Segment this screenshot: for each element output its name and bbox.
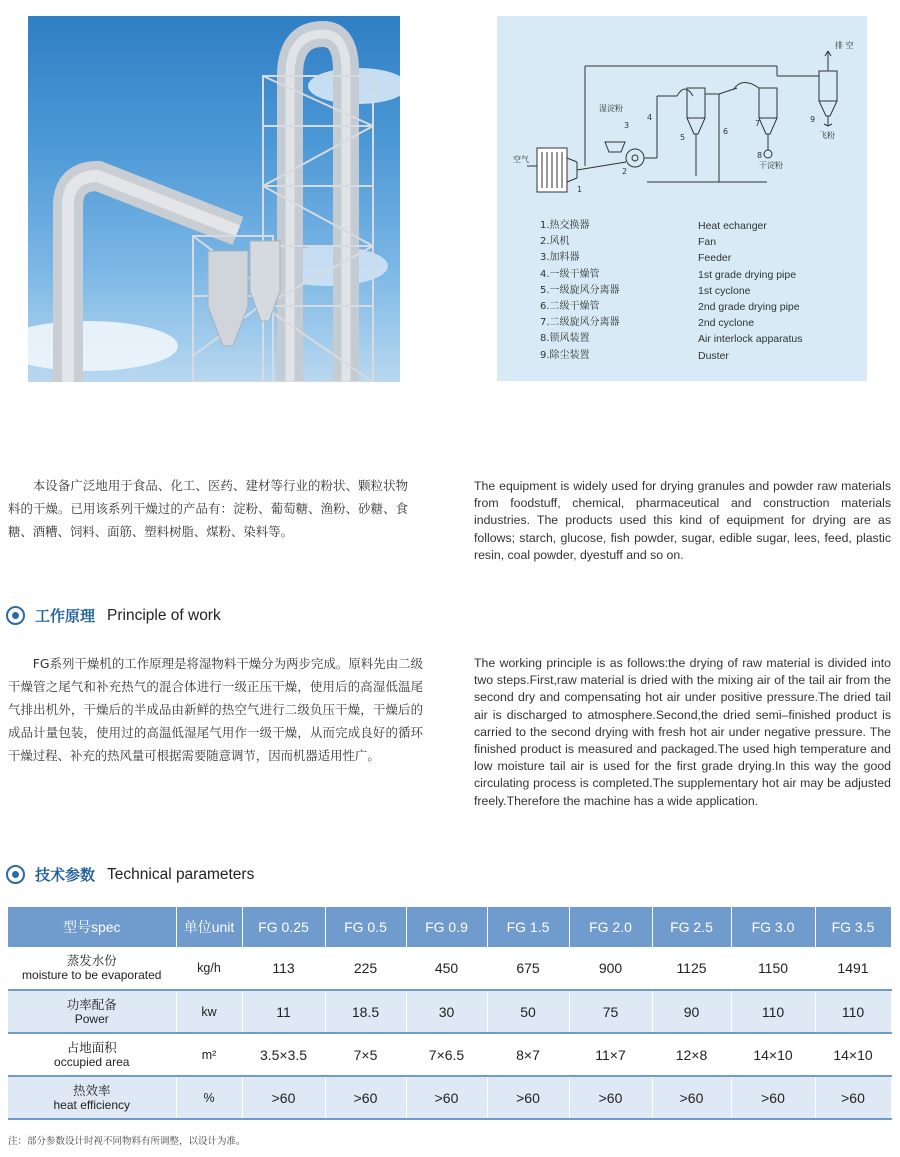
table-row <box>8 990 891 1033</box>
header-model: FG 1.5 <box>487 907 569 947</box>
label-n3: 3 <box>624 121 630 130</box>
params-title-en: Technical parameters <box>107 865 255 883</box>
params-heading <box>6 864 254 885</box>
label-fly-powder: 飞粉 <box>819 131 835 140</box>
table-cell: 675 <box>487 947 569 990</box>
label-air: 空气 <box>513 155 529 164</box>
section-bullet-icon <box>6 606 25 625</box>
label-n6: 6 <box>723 127 729 136</box>
principle-heading <box>6 605 221 626</box>
table-cell: 75 <box>569 990 652 1033</box>
legend-item: 6.二级干燥管 2nd grade drying pipe <box>540 301 800 314</box>
label-n9: 9 <box>810 115 816 124</box>
table-cell: 11 <box>242 990 325 1033</box>
legend-item: 1.热交换器 Heat echanger <box>540 220 767 232</box>
technical-parameters-table <box>8 907 892 1120</box>
table-cell: 450 <box>406 947 487 990</box>
legend-item: 9.除尘装置 Duster <box>540 349 729 362</box>
table-cell: >60 <box>569 1076 652 1119</box>
principle-text-cn: FG系列干燥机的工作原理是将湿物料干燥分为两步完成。原料先由二级干燥管之尾气和补充热气的混合体进行一级正压干燥，使用后的高湿低温尾气排出机外，干燥后的半成品由新鲜的热空气进行二级负压干燥，干燥后的成品计量包装，使用过的高温低湿尾气用作一级干燥，从而完成良好的循环干燥过程、补充的热风量可根据需要随意调节，因而机器适用性广。 <box>8 656 423 763</box>
table-cell: 1491 <box>815 947 891 990</box>
label-n4: 4 <box>647 113 653 122</box>
table-cell: 113 <box>242 947 325 990</box>
table-cell: >60 <box>325 1076 406 1119</box>
table-cell: >60 <box>815 1076 891 1119</box>
table-cell: 7×6.5 <box>406 1033 487 1076</box>
table-cell: 18.5 <box>325 990 406 1033</box>
label-dry-starch: 干淀粉 <box>759 161 783 170</box>
table-cell: 225 <box>325 947 406 990</box>
row-label: 功率配备 Power <box>8 990 176 1033</box>
row-label: 热效率 heat efficiency <box>8 1076 176 1119</box>
equipment-photo <box>28 16 400 382</box>
legend-item: 4.一级干燥管 1st grade drying pipe <box>540 268 797 281</box>
table-cell: 50 <box>487 990 569 1033</box>
table-row <box>8 947 891 990</box>
table-row <box>8 1076 891 1119</box>
intro-text-en: The equipment is widely used for drying granules and powder raw materials from foodstuff, chemical, pharmaceutical and construction materials industries. The products used this kind of equipment for drying are as follows; starch, glucose, fish powder, sugar, edible sugar, lees, feed, plastic resin, coal powder, dyestuff and so on. <box>474 479 891 562</box>
row-unit: kg/h <box>176 947 242 990</box>
table-cell: >60 <box>487 1076 569 1119</box>
row-unit: m² <box>176 1033 242 1076</box>
legend-item: 7.二级旋风分离器 2nd cyclone <box>540 317 755 330</box>
label-wet-starch: 湿淀粉 <box>599 104 623 113</box>
table-cell: 14×10 <box>815 1033 891 1076</box>
label-exhaust: 排 空 <box>835 41 854 50</box>
table-cell: 900 <box>569 947 652 990</box>
header-model: FG 2.0 <box>569 907 652 947</box>
legend-item: 3.加料器 Feeder <box>540 252 732 265</box>
footnote: 注：部分参数设计时视不同物料有所调整，以设计为准。 <box>8 1136 246 1147</box>
table-cell: 110 <box>815 990 891 1033</box>
row-label: 占地面积 occupied area <box>8 1033 176 1076</box>
legend-item: 5.一级旋风分离器 1st cyclone <box>540 284 751 297</box>
table-row <box>8 1033 891 1076</box>
table-cell: 12×8 <box>652 1033 731 1076</box>
legend-item: 2.风机 Fan <box>540 236 717 249</box>
label-n7: 7 <box>755 119 761 128</box>
table-cell: >60 <box>406 1076 487 1119</box>
legend-item: 8.锁风装置 Air interlock apparatus <box>540 333 803 346</box>
label-n2: 2 <box>622 167 628 176</box>
table-cell: >60 <box>242 1076 325 1119</box>
table-cell: 7×5 <box>325 1033 406 1076</box>
diagram-legend <box>540 218 802 364</box>
table-cell: 11×7 <box>569 1033 652 1076</box>
header-model: FG 0.25 <box>242 907 325 947</box>
principle-title-en: Principle of work <box>107 606 221 624</box>
intro-text-cn: 本设备广泛地用于食品、化工、医药、建材等行业的粉状、颗粒状物料的干燥。已用该系列干燥过的产品有：淀粉、葡萄糖、渔粉、砂糖、食糖、酒糟、饲料、面筋、塑料树脂、煤粉、染料等。 <box>8 478 408 539</box>
section-bullet-icon <box>6 865 25 884</box>
table-cell: 30 <box>406 990 487 1033</box>
table-cell: 90 <box>652 990 731 1033</box>
label-n8: 8 <box>757 151 763 160</box>
params-title-cn: 技术参数 <box>35 866 96 884</box>
label-n1: 1 <box>577 185 583 194</box>
table-cell: >60 <box>731 1076 815 1119</box>
header-model: FG 2.5 <box>652 907 731 947</box>
label-n5: 5 <box>680 133 686 142</box>
principle-text-en: The working principle is as follows:the drying of raw material is divided into two steps.First,raw material is dried with the mixing air of the tail air from the second dry and compensating hot air under positive pressure.The dried tail air is discharged to atmosphere.Second,the dried semi–finished product is carried to the second drying with fresh hot air under negative pressure. The finished product is measured and packaged.The used high temperature and low moisture tail air is used for the first grade drying.In this way the good circulating process is completed.The supplementary hot air may be adjusted freely.Therefore the machine has a wide application. <box>474 656 891 808</box>
table-header-row <box>8 907 891 947</box>
table-cell: 3.5×3.5 <box>242 1033 325 1076</box>
header-spec: 型号spec <box>8 907 176 947</box>
header-model: FG 0.5 <box>325 907 406 947</box>
process-flow-diagram <box>497 16 867 381</box>
row-unit: kw <box>176 990 242 1033</box>
table-cell: 8×7 <box>487 1033 569 1076</box>
header-model: FG 3.5 <box>815 907 891 947</box>
table-cell: >60 <box>652 1076 731 1119</box>
header-model: FG 3.0 <box>731 907 815 947</box>
table-cell: 110 <box>731 990 815 1033</box>
row-label: 蒸发水份 moisture to be evaporated <box>8 947 176 990</box>
table-cell: 1125 <box>652 947 731 990</box>
principle-title-cn: 工作原理 <box>35 607 96 625</box>
row-unit: % <box>176 1076 242 1119</box>
table-cell: 14×10 <box>731 1033 815 1076</box>
table-cell: 1150 <box>731 947 815 990</box>
header-model: FG 0.9 <box>406 907 487 947</box>
header-unit: 单位unit <box>176 907 242 947</box>
